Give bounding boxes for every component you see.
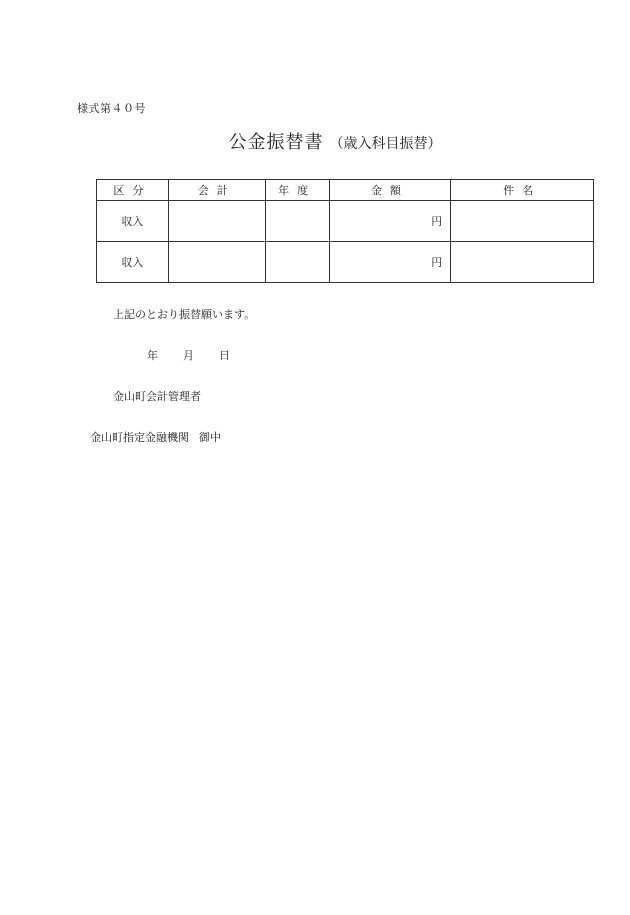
row-account — [168, 201, 265, 242]
recipient — [90, 429, 221, 445]
row-subject — [451, 201, 594, 242]
date-line — [147, 347, 230, 363]
table-header-row — [97, 180, 594, 201]
header-subject: 件名 — [451, 180, 594, 201]
row-fiscal-year — [265, 242, 329, 283]
form-number: 様式第４０号 — [77, 102, 146, 115]
recipient-honorific: 御中 — [199, 431, 221, 444]
header-amount: 金額 — [329, 180, 451, 201]
recipient-name: 金山町指定金融機関 — [90, 431, 189, 444]
date-month-label: 月 — [183, 349, 194, 362]
row-fiscal-year — [265, 201, 329, 242]
title-subtitle: （歳入科目振替） — [329, 136, 442, 152]
row-amount — [329, 242, 451, 283]
date-year-label: 年 — [147, 349, 158, 362]
row-account — [168, 242, 265, 283]
header-fiscal-year: 年度 — [265, 180, 329, 201]
row-currency: 円 — [431, 256, 443, 269]
row-category: 収入 — [97, 201, 169, 242]
issuer-name: 金山町会計管理者 — [113, 390, 201, 403]
document-title — [0, 128, 630, 154]
title-main: 公金振替書 — [228, 132, 324, 153]
date-day-label: 日 — [219, 349, 230, 362]
header-account: 会計 — [168, 180, 265, 201]
header-category: 区分 — [97, 180, 169, 201]
row-amount — [329, 201, 451, 242]
request-text: 上記のとおり振替願います。 — [113, 308, 256, 321]
transfer-table — [96, 179, 594, 283]
row-currency: 円 — [431, 215, 443, 228]
table-row — [97, 242, 594, 283]
row-subject — [451, 242, 594, 283]
row-category: 収入 — [97, 242, 169, 283]
table-row — [97, 201, 594, 242]
